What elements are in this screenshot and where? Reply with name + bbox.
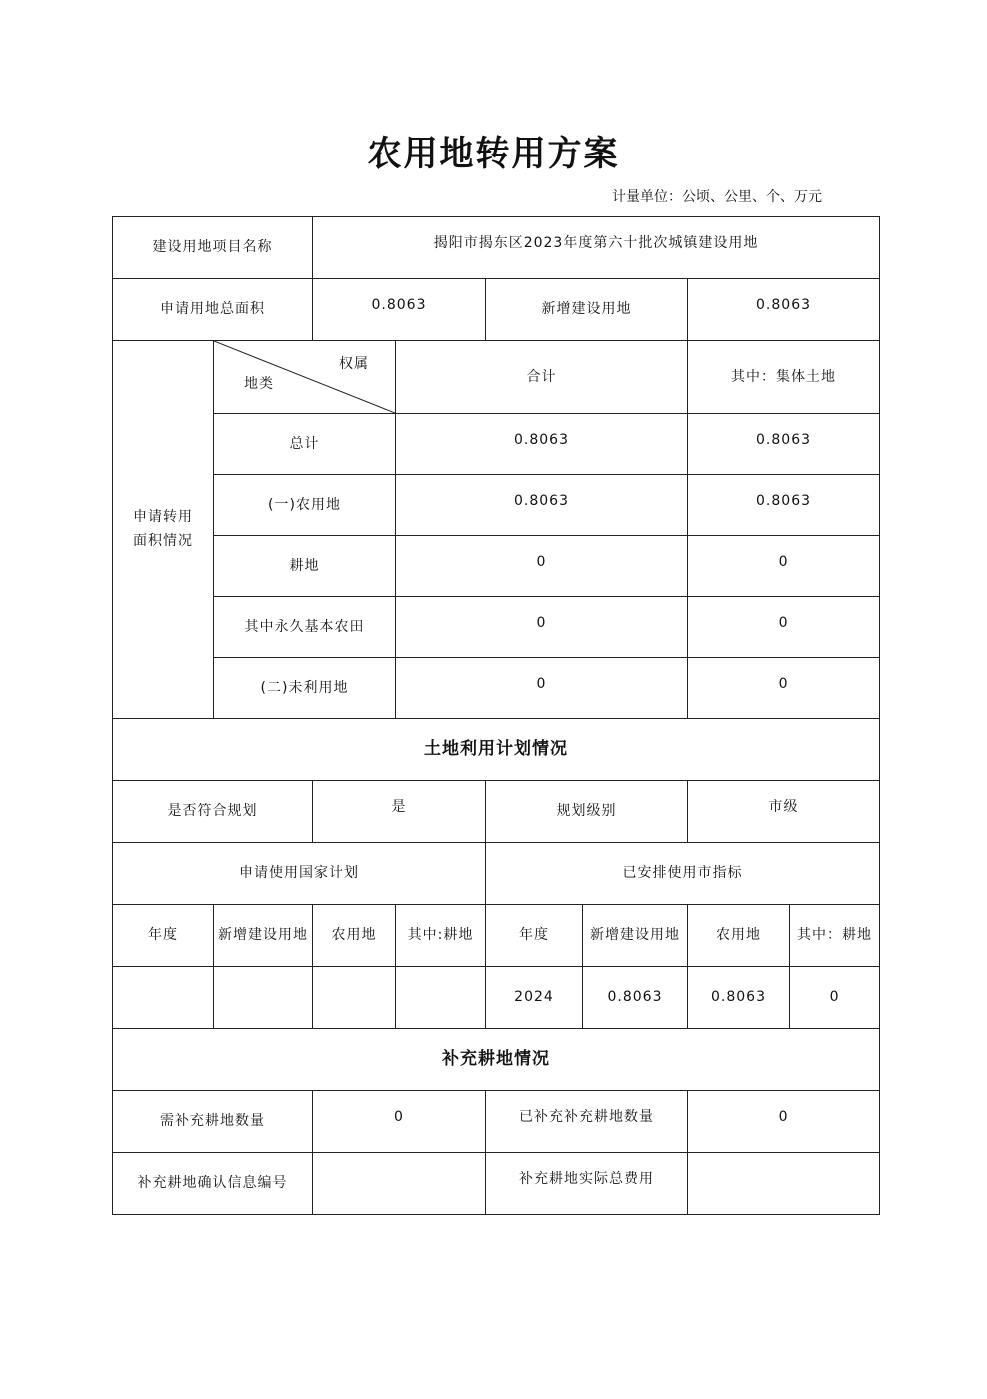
national-value-cell <box>113 967 214 1029</box>
supplement-confirm-row <box>113 1153 880 1215</box>
unit-note: 计量单位：公顷、公里、个、万元 <box>612 189 822 205</box>
done-value-text: 0 <box>778 1109 789 1126</box>
col-total-header: 合计 <box>396 341 688 414</box>
plan-conform-row <box>113 781 880 843</box>
city-value-cell: 0.8063 <box>583 967 688 1029</box>
row-collective-value <box>688 414 880 475</box>
row-collective-text: 0 <box>778 675 789 692</box>
diag-landtype-label: 地类 <box>244 375 274 392</box>
row-collective-text: 0 <box>778 553 789 570</box>
conversion-row-total <box>113 414 880 475</box>
national-value-cell <box>313 967 396 1029</box>
diag-ownership-label: 权属 <box>339 356 369 372</box>
row-label: (二)未利用地 <box>214 658 396 719</box>
plan-header-row <box>113 905 880 967</box>
row-collective-text: 0.8063 <box>756 431 812 448</box>
required-label: 需补充耕地数量 <box>113 1091 313 1153</box>
row-label: (一)农用地 <box>214 475 396 536</box>
row-collective-text: 0.8063 <box>756 492 812 509</box>
row-total-text: 0 <box>536 614 547 631</box>
project-name-value <box>313 217 880 279</box>
level-label: 规划级别 <box>486 781 688 843</box>
row-total-value <box>396 658 688 719</box>
conform-label: 是否符合规划 <box>113 781 313 843</box>
new-construction-label: 新增建设用地 <box>486 279 688 341</box>
supplement-section-title: 补充耕地情况 <box>113 1029 880 1091</box>
city-value-cell: 0 <box>790 967 880 1029</box>
city-plan-label: 已安排使用市指标 <box>486 843 880 905</box>
supplement-quantity-row <box>113 1091 880 1153</box>
diagonal-line <box>214 341 395 413</box>
row-total-value <box>396 475 688 536</box>
row-total-text: 0.8063 <box>514 492 569 509</box>
row-total-value <box>396 597 688 658</box>
plan-header-cell: 农用地 <box>688 905 790 967</box>
city-value-cell: 2024 <box>486 967 583 1029</box>
plan-section-title: 土地利用计划情况 <box>113 719 880 781</box>
cost-value <box>688 1153 880 1215</box>
project-name-row <box>113 217 880 279</box>
total-area-value <box>313 279 486 341</box>
row-collective-value <box>688 536 880 597</box>
total-area-label: 申请用地总面积 <box>113 279 313 341</box>
cost-label <box>486 1153 688 1215</box>
plan-header-cell: 其中:耕地 <box>396 905 486 967</box>
plan-group-row <box>113 843 880 905</box>
row-collective-value <box>688 658 880 719</box>
new-construction-value <box>688 279 880 341</box>
row-total-text: 0 <box>536 675 547 692</box>
row-label: 其中永久基本农田 <box>214 597 396 658</box>
row-total-value <box>396 536 688 597</box>
row-collective-value <box>688 475 880 536</box>
total-area-text: 0.8063 <box>371 297 427 314</box>
conversion-section-label <box>113 341 214 719</box>
row-collective-text: 0 <box>778 614 789 631</box>
plan-section-row <box>113 719 880 781</box>
supplement-section-row <box>113 1029 880 1091</box>
row-label: 耕地 <box>214 536 396 597</box>
plan-header-cell: 年度 <box>486 905 583 967</box>
level-text: 市级 <box>768 799 799 816</box>
national-plan-label: 申请使用国家计划 <box>113 843 486 905</box>
document-title: 农用地转用方案 <box>367 134 620 174</box>
conform-value <box>313 781 486 843</box>
national-value-cell <box>214 967 313 1029</box>
row-collective-value <box>688 597 880 658</box>
done-text: 已补充补充耕地数量 <box>519 1109 654 1126</box>
row-total-value <box>396 414 688 475</box>
plan-header-cell: 年度 <box>113 905 214 967</box>
plan-header-cell: 新增建设用地 <box>583 905 688 967</box>
row-total-text: 0.8063 <box>514 431 569 448</box>
row-label: 总计 <box>214 414 396 475</box>
plan-header-cell: 农用地 <box>313 905 396 967</box>
done-label <box>486 1091 688 1153</box>
conversion-section-text: 申请转用面积情况 <box>133 508 193 549</box>
plan-value-row <box>113 967 880 1029</box>
confirm-label: 补充耕地确认信息编号 <box>113 1153 313 1215</box>
new-construction-text: 0.8063 <box>756 297 812 314</box>
conversion-row-unused <box>113 658 880 719</box>
required-value <box>313 1091 486 1153</box>
total-area-row <box>113 279 880 341</box>
land-conversion-table <box>112 216 880 1215</box>
conversion-row-agricultural <box>113 475 880 536</box>
level-value <box>688 781 880 843</box>
confirm-value <box>313 1153 486 1215</box>
conversion-row-cultivated <box>113 536 880 597</box>
conversion-header-row <box>113 341 880 414</box>
row-total-text: 0 <box>536 553 547 570</box>
plan-header-cell: 其中：耕地 <box>790 905 880 967</box>
cost-text: 补充耕地实际总费用 <box>519 1171 654 1188</box>
project-name-label: 建设用地项目名称 <box>113 217 313 279</box>
required-text: 0 <box>394 1109 404 1126</box>
conversion-row-basic-farmland <box>113 597 880 658</box>
plan-header-cell: 新增建设用地 <box>214 905 313 967</box>
done-value <box>688 1091 880 1153</box>
project-name-text: 揭阳市揭东区2023年度第六十批次城镇建设用地 <box>433 235 759 252</box>
conform-text: 是 <box>391 799 407 816</box>
diagonal-header-cell <box>214 341 396 414</box>
city-value-cell: 0.8063 <box>688 967 790 1029</box>
national-value-cell <box>396 967 486 1029</box>
col-collective-header: 其中：集体土地 <box>688 341 880 414</box>
